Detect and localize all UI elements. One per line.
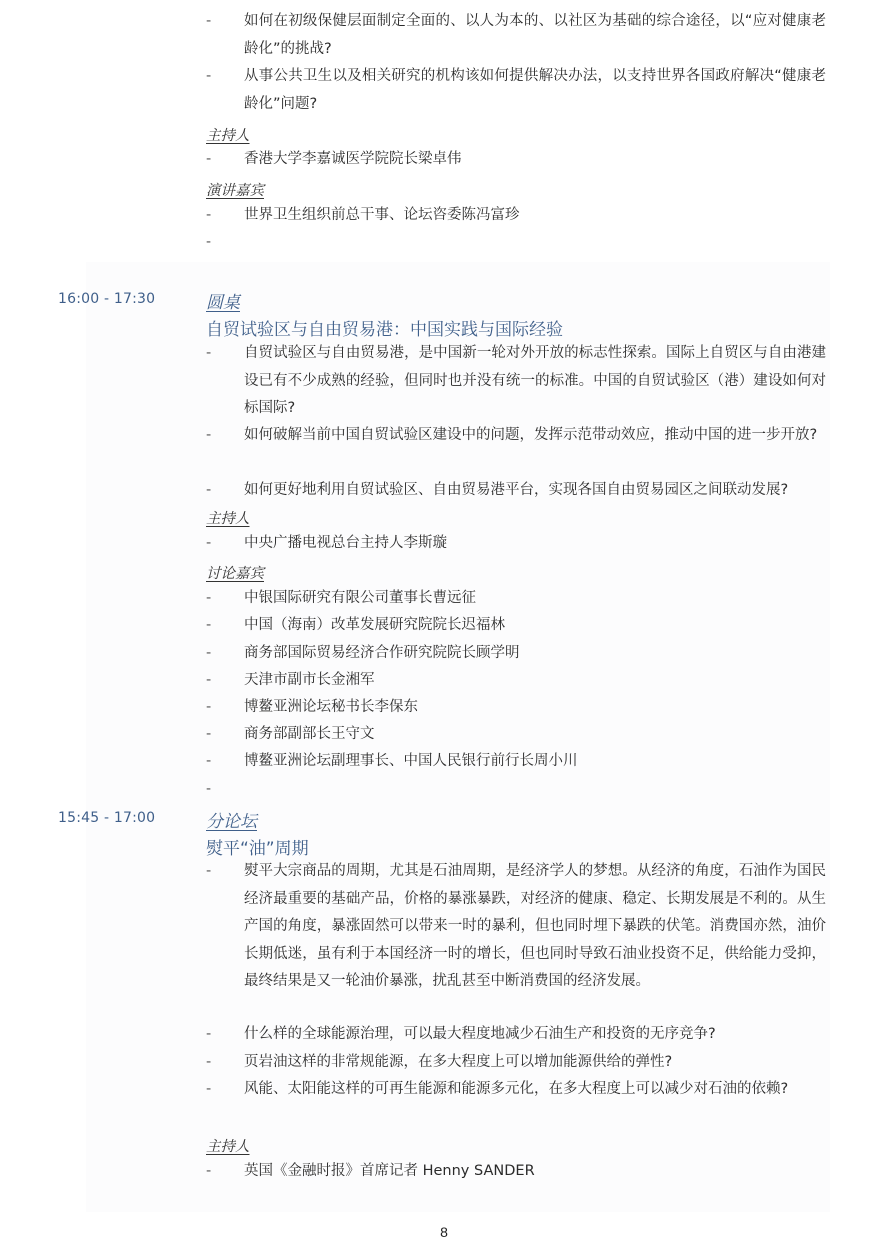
bullet-dash: - [206, 863, 212, 879]
empty-bullet: - [206, 781, 212, 797]
panelist-item: - 天津市副市长金湘军 [206, 667, 826, 695]
panelist-item: - 商务部国际贸易经济合作研究院院长顾学明 [206, 640, 826, 668]
bullet-dash: - [206, 482, 212, 498]
host-item: - 香港大学李嘉诚医学院院长梁卓伟 [206, 146, 826, 174]
bullet-dash: - [206, 68, 212, 84]
host-label: 主持人 [206, 511, 250, 527]
bullet-dash: - [206, 207, 212, 223]
session-time: 16:00 - 17:30 [58, 291, 156, 307]
bullet-dash: - [206, 590, 212, 606]
bullet-dash: - [206, 1054, 212, 1070]
question-item: - 如何更好地利用自贸试验区、自由贸易港平台，实现各国自由贸易园区之间联动发展? [206, 477, 826, 505]
bullet-dash: - [206, 726, 212, 742]
question-item: - 什么样的全球能源治理，可以最大程度地减少石油生产和投资的无序竞争? [206, 1021, 826, 1049]
bullet-dash: - [206, 645, 212, 661]
bullet-dash: - [206, 1026, 212, 1042]
session-title: 自贸试验区与自由贸易港：中国实践与国际经验 [206, 320, 563, 340]
host-label: 主持人 [206, 128, 250, 144]
bullet-dash: - [206, 345, 212, 361]
page-number: 8 [440, 1224, 448, 1240]
host-item: - 中央广播电视总台主持人李斯璇 [206, 530, 826, 558]
bullet-dash: - [206, 535, 212, 551]
session-title: 熨平“油”周期 [206, 839, 309, 859]
bullet-dash: - [206, 427, 212, 443]
bullet-dash: - [206, 1163, 212, 1179]
question-item: - 从事公共卫生以及相关研究的机构该如何提供解决办法，以支持世界各国政府解决“健康老龄化”问题? [206, 63, 826, 118]
panelist-item: - 商务部副部长王守文 [206, 721, 826, 749]
empty-bullet: - [206, 234, 212, 250]
question-item: - 页岩油这样的非常规能源，在多大程度上可以增加能源供给的弹性? [206, 1049, 826, 1077]
bullet-dash: - [206, 151, 212, 167]
panel-label: 讨论嘉宾 [206, 566, 264, 582]
host-item: - 英国《金融时报》首席记者 Henny SANDER [206, 1158, 826, 1186]
bullet-dash: - [206, 672, 212, 688]
question-item: - 如何破解当前中国自贸试验区建设中的问题，发挥示范带动效应，推动中国的进一步开放? [206, 422, 826, 450]
question-item: - 熨平大宗商品的周期，尤其是石油周期，是经济学人的梦想。从经济的角度，石油作为国民经济最重要的基础产品，价格的暴涨暴跌，对经济的健康、稳定、长期发展是不利的。从生产国的角度，暴涨固然可以带来一时的暴利，但也同时埋下暴跌的伏笔。消费国亦然，油价长期低迷，虽有利于本国经济一时的增长，但也同时导致石油业投资不足，供给能力受抑，最终结果是又一轮油价暴涨，扰乱甚至中断消费国的经济发展。 [206, 858, 826, 996]
speaker-item: - 世界卫生组织前总干事、论坛咨委陈冯富珍 [206, 202, 826, 230]
panelist-item: - 中国（海南）改革发展研究院院长迟福林 [206, 612, 826, 640]
bullet-dash: - [206, 13, 212, 29]
panelist-item: - 博鳌亚洲论坛秘书长李保东 [206, 694, 826, 722]
bullet-dash: - [206, 1081, 212, 1097]
session-type: 分论坛 [206, 812, 257, 832]
panelist-item: - 中银国际研究有限公司董事长曹远征 [206, 585, 826, 613]
question-item: - 风能、太阳能这样的可再生能源和能源多元化，在多大程度上可以减少对石油的依赖? [206, 1076, 826, 1104]
session-type: 圆桌 [206, 293, 240, 313]
bullet-dash: - [206, 753, 212, 769]
question-item: - 自贸试验区与自由贸易港，是中国新一轮对外开放的标志性探索。国际上自贸区与自由港建设已有不少成熟的经验，但同时也并没有统一的标准。中国的自贸试验区（港）建设如何对标国际? [206, 340, 826, 423]
question-item: - 如何在初级保健层面制定全面的、以人为本的、以社区为基础的综合途径，以“应对健康老龄化”的挑战? [206, 8, 826, 63]
speaker-label: 演讲嘉宾 [206, 183, 264, 199]
panelist-item: - 博鳌亚洲论坛副理事长、中国人民银行前行长周小川 [206, 748, 826, 776]
host-label: 主持人 [206, 1139, 250, 1155]
session-time: 15:45 - 17:00 [58, 810, 156, 826]
bullet-dash: - [206, 617, 212, 633]
bullet-dash: - [206, 699, 212, 715]
